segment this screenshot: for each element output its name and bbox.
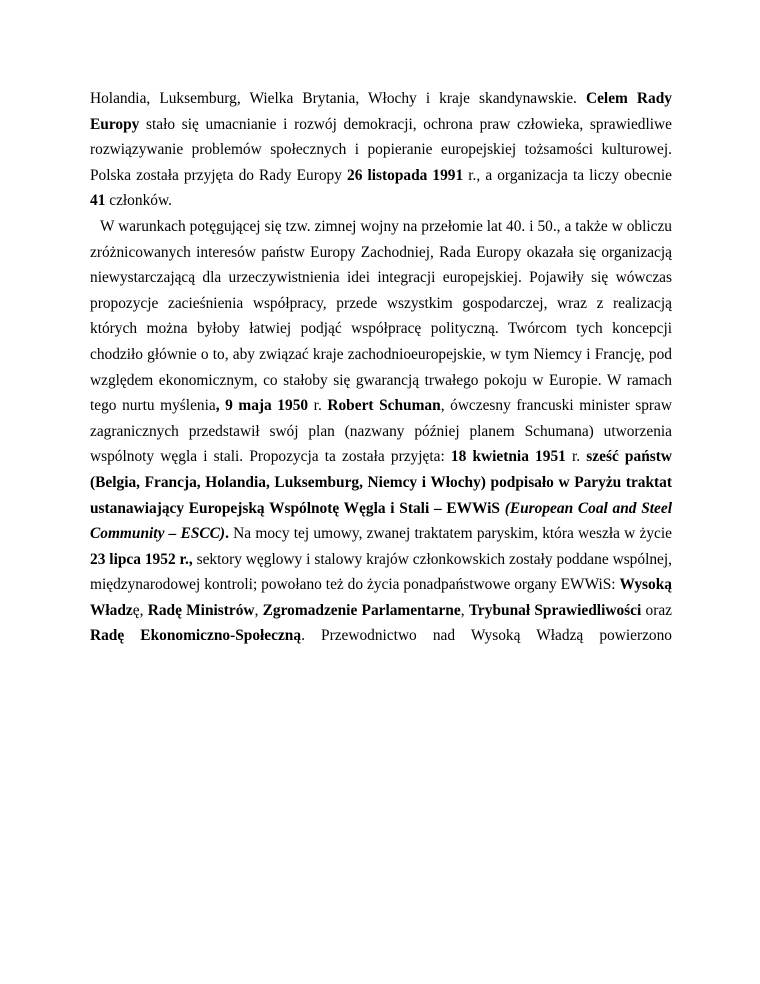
bold-organ: Trybunał Sprawiedliwości xyxy=(468,601,642,619)
bold-organ: Radę Ekonomiczno-Społeczną xyxy=(90,627,302,645)
bold-number: 41 xyxy=(90,192,106,210)
bold-segment: . xyxy=(225,525,229,543)
text-segment: , xyxy=(460,601,469,619)
italic-segment: (European Coal and Steel Community – ESCC) xyxy=(90,499,672,543)
bold-date: , 9 maja 1950 xyxy=(215,397,309,415)
bold-name: Robert Schuman xyxy=(327,397,441,415)
text-segment: oraz xyxy=(641,601,672,619)
text-segment: r., a organizacja ta liczy obecnie xyxy=(463,166,672,184)
bold-segment: sześć państw (Belgia, Francja, Holandia, Luksemburg, Niemcy i Włochy) podpisało w Paryżu traktat ustanawiający Europejską Wspólnotę Węgla i Stali – EWWiS xyxy=(90,448,672,517)
document-text xyxy=(90,86,672,649)
text-segment: Holandia, Luksemburg, Wielka Brytania, Włochy i kraje skandynawskie. xyxy=(90,90,586,107)
text-segment: członków. xyxy=(105,192,172,210)
paragraph-council-of-europe xyxy=(90,86,672,214)
bold-organ: Radę Ministrów xyxy=(147,601,255,619)
text-segment: ę, xyxy=(132,601,148,619)
text-segment: , ówczesny francuski minister spraw zagranicznych przedstawił swój plan (nazwany później planem Schumana) utworzenia wspólnoty węgla i stali. Propozycja ta została przyjęta: xyxy=(90,397,672,466)
bold-organ: Zgromadzenie Parlamentarne xyxy=(262,601,461,619)
text-segment: stało się umacnianie i rozwój demokracji, ochrona praw człowieka, sprawiedliwe rozwiązywanie problemów społecznych i popieranie europejskiej tożsamości kulturowej. Polska została przyjęta do Rady Europy xyxy=(90,115,672,184)
bold-segment: Celem Rady Europy xyxy=(90,90,672,133)
bold-date: 18 kwietnia 1951 xyxy=(450,448,566,466)
text-segment: , xyxy=(254,601,263,619)
text-segment: r. xyxy=(308,397,328,415)
paragraph-ecsc xyxy=(90,214,672,649)
bold-date: 23 lipca 1952 r., xyxy=(90,550,193,568)
text-segment: Na mocy tej umowy, zwanej traktatem paryskim, która weszła w życie xyxy=(228,525,672,543)
text-segment: r. xyxy=(565,448,587,466)
text-segment: sektory węglowy i stalowy krajów członkowskich zostały poddane wspólnej, międzynarodowej kontroli; powołano też do życia ponadpaństwowe organy EWWiS: xyxy=(90,550,672,594)
bold-organ: Wysoką Władz xyxy=(90,576,672,619)
text-segment: W warunkach potęgującej się tzw. zimnej wojny na przełomie lat 40. i 50., a także w obliczu zróżnicowanych interesów państw Europy Zachodniej, Rada Europy okazała się organizacją niewystarczającą dla urzeczywistnienia idei integracji europejskiej. Pojawiły się wówczas propozycje zacieśnienia współpracy, przede wszystkim gospodarczej, wraz z realizacją których można byłoby łatwiej podjąć współpracę polityczną. Twórcom tych koncepcji chodziło głównie o to, aby związać kraje zachodnioeuropejskie, w tym Niemcy i Francję, pod względem ekonomicznym, co stałoby się gwarancją trwałego pokoju w Europie. W ramach tego nurtu myślenia xyxy=(90,217,672,415)
bold-date: 26 listopada 1991 xyxy=(347,166,464,184)
text-segment: . Przewodnictwo nad Wysoką Władzą powierzono xyxy=(301,627,672,645)
